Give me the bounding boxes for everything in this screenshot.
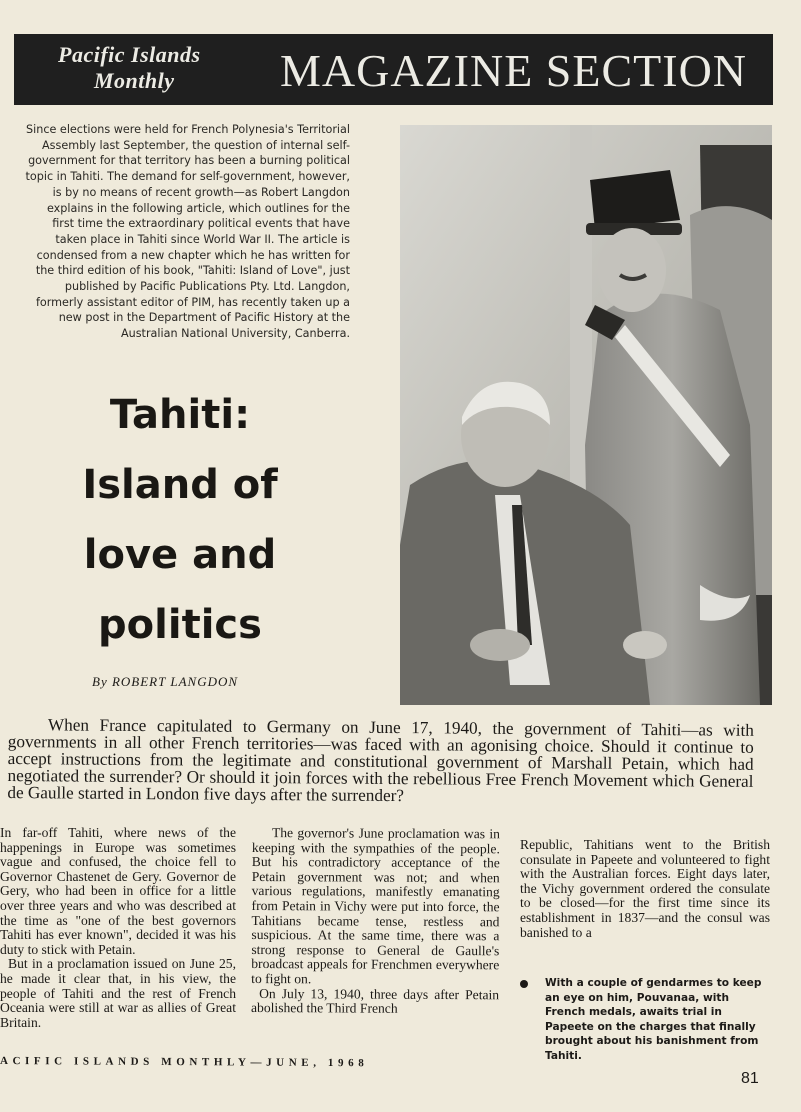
column-1 <box>0 826 236 1030</box>
article-photograph <box>400 125 772 705</box>
headline-line-2: Island of <box>82 462 278 508</box>
bullet-icon <box>520 980 528 988</box>
brand-line-2: Monthly <box>94 68 175 93</box>
column-2 <box>251 826 500 1017</box>
page-number: 81 <box>741 1070 759 1087</box>
caption-text: With a couple of gendarmes to keep an eye on him, Pouvanaa, with French medals, awaits trial in Papeete on the charges that finally brought about his banishment from Tahiti. <box>545 977 762 1062</box>
lead-text: When France capitulated to Germany on June 17, 1940, the government of Tahiti—as with governments in all other French territories—was faced with an agonising choice. Should it continue to accept instructions from the legitimate and constitutional government of Marshall Petain, which had negotiated the surrender? Or should it join forces with the rebellious Free French Movement which General de Gaulle started in London five days after the surrender? <box>7 715 754 806</box>
masthead <box>14 34 773 105</box>
article-headline <box>60 380 300 660</box>
col1-paragraph-2: But in a proclamation issued on June 25, he made it clear that, in his view, the people of Tahiti and the rest of French Oceania were still at war as allies of Great Britain. <box>0 956 236 1030</box>
brand-line-1: Pacific Islands <box>58 42 201 67</box>
col2-paragraph-1: The governor's June proclamation was in keeping with the sympathies of the people. But his contradictory acceptance of the Petain government was not; and when various regulations, manifestly emanating from Petain in Vichy were put into force, the Tahitians became tense, restless and suspicious. At the same time, there was a strong response to General de Gaulle's broadcast appeals for Frenchmen everywhere to fight on. <box>251 825 501 987</box>
byline: By ROBERT LANGDON <box>92 674 239 689</box>
photo-illustration <box>400 125 772 705</box>
headline-line-1: Tahiti: <box>109 392 251 438</box>
section-title: MAGAZINE SECTION <box>280 45 748 96</box>
photo-caption <box>520 976 770 1064</box>
page-footer: ACIFIC ISLANDS MONTHLY—JUNE, 1968 <box>0 1055 369 1070</box>
col2-paragraph-2: On July 13, 1940, three days after Petain abolished the Third French <box>251 985 500 1016</box>
column-3 <box>520 838 770 940</box>
headline-line-4: politics <box>98 602 262 648</box>
intro-paragraph: Since elections were held for French Polynesia's Territorial Assembly last September, the question of internal self-government for that territory has been a burning political topic in Tahiti. The demand for self-government, however, is by no means of recent growth—as Robert Langdon explains in the following article, which outlines for the first time the extraordinary political events that have taken place in Tahiti since World War II. The article is condensed from a new chapter which he has written for the third edition of his book, "Tahiti: Island of Love", just published by Pacific Publications Pty. Ltd. Langdon, formerly assistant editor of PIM, has recently taken up a new post in the Department of Pacific History at the Australian National University, Canberra. <box>25 123 350 341</box>
col1-paragraph-1: In far-off Tahiti, where news of the happenings in Europe was sometimes vague and confused, the choice fell to Governor Chastenet de Gery. Governor de Gery, who had been in office for a little over three years and who was described at the time as "one of the best governors Tahiti has ever known", decided it was his duty to stick with Petain. <box>0 825 236 957</box>
col3-paragraph-1: Republic, Tahitians went to the British consulate in Papeete and volunteered to fight with the Australian forces. Eight days later, the Vichy government ordered the consulate to be closed—for the first time since its establishment in 1837—and the consul was banished to a <box>520 837 770 940</box>
headline-line-3: love and <box>83 532 277 578</box>
lead-paragraph <box>7 716 754 807</box>
